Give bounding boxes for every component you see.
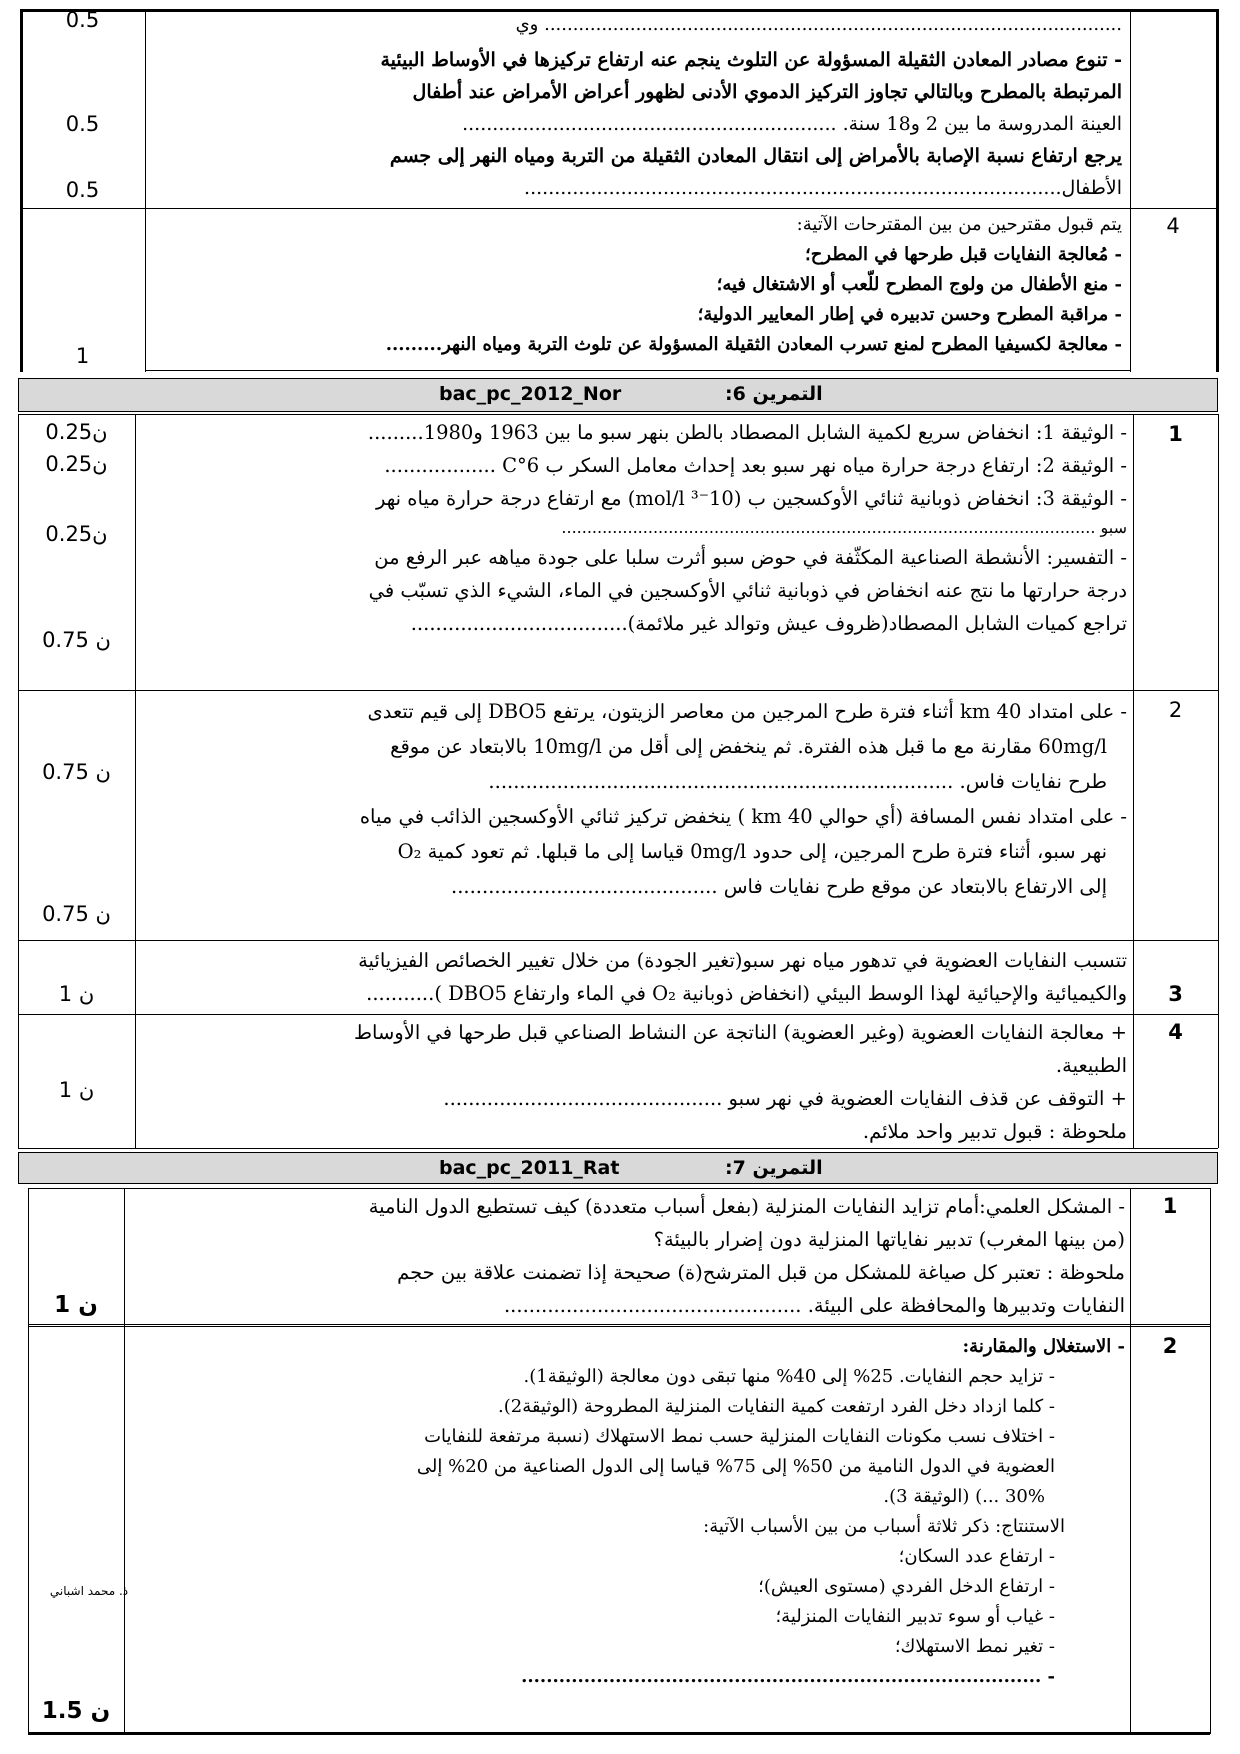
score-column-divider [145,9,146,372]
score-value: 0.5 [65,112,100,136]
answer-line: والكيميائية والإحيائية لهذا الوسط البيئي (انخفاض ذوبانية O₂ في الماء وارتفاع DBO5 )........... [366,982,1127,1005]
exercise-label: التمرين 6: [725,383,823,405]
answer-line: - المشكل العلمي:أمام تزايد النفايات المنزلية (بفعل أسباب متعددة) كيف تستطيع الدول النامية [368,1195,1125,1218]
answer-line: + معالجة النفايات العضوية (وغير العضوية) الناتجة عن النشاط الصناعي قبل طرحها في الأوساط [353,1021,1127,1044]
question-number: 2 [1162,1334,1178,1358]
answer-line: - الوثيقة 1: انخفاض سريع لكمية الشابل المصطاد بالطن بنهر سبو ما بين 1963 و1980......... [367,421,1127,444]
answer-line: الاستنتاج: ذكر ثلاثة أسباب من بين الأسباب الآتية: [703,1516,1065,1537]
answer-line: إلى الارتفاع بالابتعاد عن موقع طرح نفايات فاس ........................................... [451,875,1107,898]
score-value: 1 ن [54,1292,98,1318]
answer-line: - التفسير: الأنشطة الصناعية المكثّفة في حوض سبو أثرت سلبا على جودة مياهه عبر الرفع من [374,546,1127,569]
row-divider [145,370,1130,371]
answer-line: - تزايد حجم النفايات. 25% إلى 40% منها تبقى دون معالجة (الوثيقة1). [523,1366,1055,1387]
score-value: 0.25ن [45,420,108,444]
answer-line: ملحوظة : قبول تدبير واحد ملائم. [862,1120,1127,1143]
answer-line: يتم قبول مقترحين من بين المقترحات الآتية: [796,214,1122,235]
table-bottom-border [28,1732,1210,1735]
score-value: 0.5 [65,178,100,202]
question-number: 4 [1166,214,1180,238]
answer-line: نهر سبو، أثناء فترة طرح المرجين، إلى حدود 0mg/l قياسا إلى ما قبلها. ثم تعود كمية O₂ [397,840,1107,863]
table-right-border [1216,9,1219,372]
answer-line: الطبيعية. [1055,1054,1127,1077]
answer-line: (من بينها المغرب) تدبير نفاياتها المنزلية دون إضرار بالبيئة؟ [653,1228,1125,1251]
exam-code: bac_pc_2011_Rat [439,1157,620,1179]
row-divider [18,940,1218,941]
answer-line: طرح نفايات فاس. ........................................................................... [488,770,1107,793]
answer-line: - اختلاف نسب مكونات النفايات المنزلية حسب نمط الاستهلاك (نسبة مرتفعة للنفايات [424,1426,1055,1447]
answer-line: - الوثيقة 2: ارتفاع درجة حرارة مياه نهر سبو بعد إحداث معامل السكر ب 6°C .................. [384,454,1127,477]
answer-line: درجة حرارتها ما نتج عنه انخفاض في ذوبانية ثنائي الأوكسجين في الماء، الشيء الذي تسبّب في [368,579,1127,602]
exercise-label: التمرين 7: [725,1157,823,1179]
answer-line: - على امتداد نفس المسافة (أي حوالي 40 km ) ينخفض تركيز ثنائي الأوكسجين الذائب في مياه [359,805,1127,828]
answer-line: - تنوع مصادر المعادن الثقيلة المسؤولة عن التلوث ينجم عنه ارتفاع تركيزها في الأوساط البيئية [380,49,1122,71]
score-column-divider [124,1188,125,1734]
answer-row-3 [152,44,1122,204]
number-column-divider [1130,9,1131,372]
question-number: 1 [1162,1194,1178,1218]
partial-answer-line [152,10,1122,40]
answer-line: يرجع ارتفاع نسبة الإصابة بالأمراض إلى انتقال المعادن الثقيلة من التربة ومياه النهر إلى جسم [389,145,1122,167]
score-cell [20,0,145,210]
score-column-divider [135,414,136,1148]
answer-line: - ارتفاع الدخل الفردي (مستوى العيش)؛ [758,1576,1055,1597]
answer-line: - على امتداد 40 km أثناء فترة طرح المرجين من معاصر الزيتون، يرتفع DBO5 إلى قيم تتعدى [367,700,1127,723]
answer-line: - منع الأطفال من ولوج المطرح للّعب أو الاشتغال فيه؛ [716,274,1122,295]
exercise6-answer-4 [142,1016,1127,1148]
exercise6-answer-3 [142,944,1127,1010]
answer-line: ..................................................................................................... وي [515,14,1122,35]
answer-line: + التوقف عن قذف النفايات العضوية في نهر سبو ............................................. [443,1087,1127,1110]
exercise-7-header [18,1152,1218,1184]
answer-line: سبو ......................................................................................................... [561,518,1127,537]
answer-line: العضوية في الدول النامية من 50% إلى 75% قياسا إلى الدول الصناعية من 20% إلى [416,1456,1055,1477]
answer-line: - مُعالجة النفايات قبل طرحها في المطرح؛ [805,244,1122,265]
exercise7-answer-1 [130,1190,1125,1322]
score-value: 1 [75,344,90,368]
author-signature: ذ. محمد اشباني [49,1584,129,1598]
answer-line: - ارتفاع عدد السكان؛ [898,1546,1055,1567]
score-value: 1 ن [58,1078,95,1102]
answer-row-4 [152,210,1122,360]
question-number: 2 [1168,698,1183,722]
score-cell [20,210,145,372]
score-value: 0.5 [65,8,100,32]
answer-line: - كلما ازداد دخل الفرد ارتفعت كمية النفايات المنزلية المطروحة (الوثيقة2). [497,1396,1055,1417]
answer-line: العينة المدروسة ما بين 2 و18 سنة. .............................................................. [462,113,1122,135]
answer-line: 60mg/l مقارنة مع ما قبل هذه الفترة. ثم ينخفض إلى أقل من 10mg/l بالابتعاد عن موقع [390,735,1107,758]
answer-line: - معالجة لكسيفيا المطرح لمنع تسرب المعادن الثقيلة المسؤولة عن تلوث التربة ومياه النهر......... [385,334,1122,355]
score-value: 1.5 ن [41,1698,111,1724]
question-number: 4 [1168,1020,1183,1044]
answer-line: - الوثيقة 3: انخفاض ذوبانية ثنائي الأوكسجين ب (10⁻³ mol/l) مع ارتفاع درجة حرارة مياه نهر [375,487,1127,510]
table-top-border [18,414,1218,415]
answer-line: - غياب أو سوء تدبير النفايات المنزلية؛ [775,1606,1055,1627]
row-divider [18,690,1218,691]
exercise7-answer-2 [130,1332,1125,1692]
question-number: 3 [1168,982,1183,1006]
exam-code: bac_pc_2012_Nor [439,383,622,405]
row-divider [20,208,1216,209]
score-value: 0.25ن [45,522,108,546]
answer-line: ملحوظة : تعتبر كل صياغة للمشكل من قبل المترشح(ة) صحيحة إذا تضمنت علاقة بين حجم [397,1261,1125,1284]
number-column-divider [1130,1188,1131,1734]
answer-line: تتسبب النفايات العضوية في تدهور مياه نهر سبو(تغير الجودة) من خلال تغيير الخصائص الفيزيائية [358,949,1127,972]
row-divider [18,1014,1218,1015]
answer-line: - تغير نمط الاستهلاك؛ [894,1636,1055,1657]
answer-line: النفايات وتدبيرها والمحافظة على البيئة. ................................................ [503,1294,1125,1317]
answer-line: - مراقبة المطرح وحسن تدبيره في إطار المعايير الدولية؛ [697,304,1122,325]
exercise6-answer-2 [142,694,1127,904]
answer-line: تراجع كميات الشابل المصطاد(ظروف عيش وتوالد غير ملائمة)................................... [410,612,1127,635]
row-divider [28,1324,1210,1327]
score-value: 0.75 ن [42,902,111,926]
exercise6-answer-1 [142,416,1127,640]
table-bottom-border [18,1148,1218,1149]
table-right-border [1218,414,1219,1148]
score-value: 0.75 ن [42,760,111,784]
score-value: 1 ن [58,982,95,1006]
score-value: 0.25ن [45,452,108,476]
answer-line: 30% ...) (الوثيقة 3). [883,1486,1045,1507]
question-number: 1 [1168,422,1183,446]
exercise-6-header [18,378,1218,412]
answer-line: - ................................................................................... [521,1666,1055,1687]
table-left-border [28,1188,29,1734]
answer-line: - الاستغلال والمقارنة: [962,1336,1125,1357]
table-right-border [1210,1188,1211,1734]
table-top-border [28,1188,1210,1189]
answer-line: الأطفال......................................................................................... [524,177,1122,199]
score-value: 0.75 ن [42,628,111,652]
answer-line: المرتبطة بالمطرح وبالتالي تجاوز التركيز الدموي الأدنى لظهور أعراض الأمراض عند أطفال [412,81,1122,103]
